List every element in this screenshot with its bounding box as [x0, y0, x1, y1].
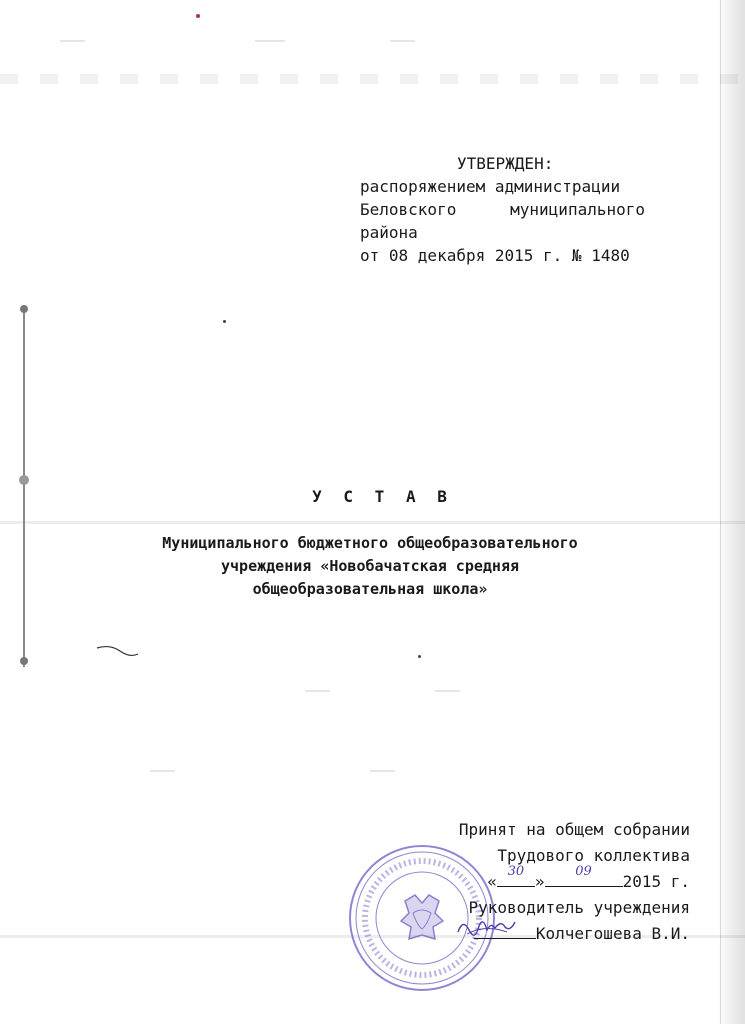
- quote-open: «: [487, 872, 497, 891]
- scan-artifact: [370, 770, 395, 772]
- scan-artifact: [435, 690, 460, 692]
- approval-heading: УТВЕРЖДЕН:: [457, 154, 554, 173]
- document-title: У С Т А В: [312, 487, 453, 506]
- date-day-blank: [497, 864, 535, 887]
- approval-line: распоряжением администрации: [360, 177, 621, 196]
- acceptance-date-line: [425, 864, 690, 895]
- approval-word: Беловского: [360, 200, 457, 219]
- scan-edge-line: [720, 0, 721, 1024]
- scan-artifact: [60, 40, 85, 42]
- pen-mark: [95, 642, 140, 658]
- handwritten-signature: [455, 912, 517, 938]
- scan-edge-shadow: [717, 0, 745, 1024]
- title-block: [130, 487, 610, 601]
- signer-name: Колчегошева В.И.: [535, 924, 690, 943]
- approval-word: муниципального: [510, 200, 645, 219]
- scan-artifact: [255, 40, 285, 42]
- acceptance-line: Принят на общем собрании: [458, 820, 690, 839]
- scan-artifact: [305, 690, 330, 692]
- scan-artifact: [150, 770, 175, 772]
- approval-block: [360, 152, 660, 267]
- date-month-handwritten: 09: [575, 864, 592, 879]
- scan-speck: [196, 14, 200, 18]
- organization-name: Муниципального бюджетного общеобразовательного учреждения «Новобачатская средняя общеобразовательная школа»: [162, 534, 578, 598]
- approval-line: района: [360, 223, 418, 242]
- approval-line: [360, 198, 645, 221]
- binding-thread: [10, 305, 40, 667]
- scan-bleed-through: [0, 74, 745, 84]
- signature-blank: [474, 938, 536, 939]
- acceptance-line: Трудового коллектива: [497, 846, 690, 865]
- quote-close: »: [534, 872, 545, 891]
- acceptance-line: Руководитель учреждения: [468, 898, 690, 917]
- date-month-blank: [545, 864, 623, 887]
- date-day-handwritten: 30: [507, 864, 525, 879]
- scan-artifact: [390, 40, 415, 42]
- date-year: 2015 г.: [622, 872, 690, 891]
- approval-date-line: от 08 декабря 2015 г. № 1480: [360, 246, 630, 265]
- scan-speck: [418, 655, 421, 658]
- scan-speck: [223, 320, 226, 323]
